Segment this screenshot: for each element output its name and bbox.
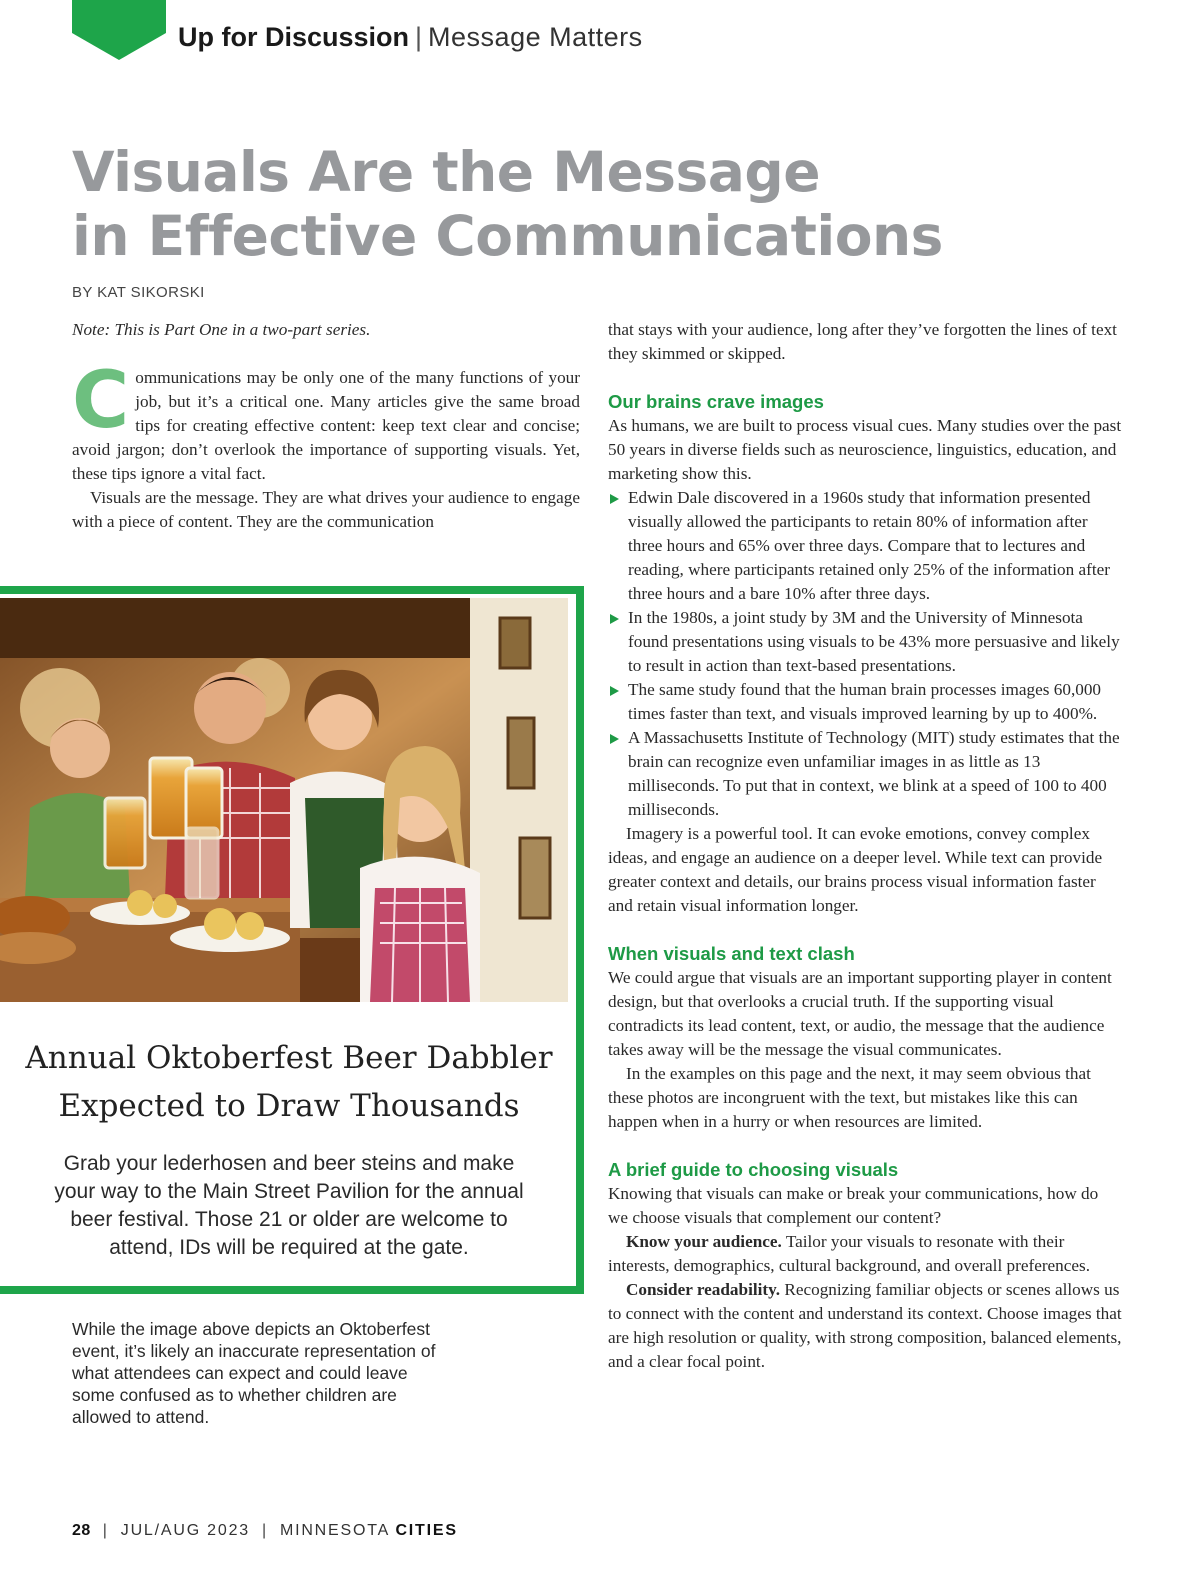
list-item [608,678,1122,726]
subhead-visuals-text-clash: When visuals and text clash [608,943,855,964]
flyer-title-line-1: Annual Oktoberfest Beer Dabbler [25,1040,553,1076]
oktoberfest-illustration [0,598,568,1002]
section2-paragraph-1: We could argue that visuals are an important supporting player in content design, but that overlooks a crucial truth. If the supporting visual contradicts its lead content, text, or audio, the message that the audience takes away will be the message the visual communicates. [608,968,1112,1059]
paragraph-2-start: Visuals are the message. They are what drives your audience to engage with a piece of content. They are the communication [72,488,580,531]
tip-know-audience [608,1230,1122,1278]
title-line-1: Visuals Are the Message [72,140,821,204]
photo-caption: While the image above depicts an Oktoberfest event, it’s likely an inaccurate representation of what attendees can expect and could leave some confused as to whether children are allowed to attend. [72,1319,436,1427]
tip-label: Know your audience. [626,1232,782,1251]
oktoberfest-photo [0,598,568,1002]
section-tab-marker [72,0,166,60]
magazine-name: MINNESOTA [279,1522,396,1539]
tip-readability [608,1278,1122,1374]
section-name: Up for Discussion [178,22,410,52]
subhead-brains-crave-images: Our brains crave images [608,391,824,412]
running-header [178,22,643,53]
footer-separator: | [102,1522,109,1539]
magazine-name-bold: CITIES [395,1522,458,1539]
byline: BY KAT SIKORSKI [72,284,205,301]
section3-paragraph-1: Knowing that visuals can make or break your communications, how do we choose visuals that complement our content? [608,1184,1099,1227]
bullet-text: Edwin Dale discovered in a 1960s study that information presented visually allowed the participants to retain 80% of information after three hours and 65% over three days. Compare that to lectures and reading, where participants retained only 25% of the information after three hours and a bare 10% after three days. [628,488,1111,603]
paragraph-2-continued: that stays with your audience, long after they’ve forgotten the lines of text they skimmed or skipped. [608,320,1117,363]
subhead-brief-guide: A brief guide to choosing visuals [608,1159,899,1180]
tip-text: Tailor your visuals to resonate with their interests, demographics, cultural background, and overall preferences. [608,1232,1091,1275]
right-column [608,318,1122,1374]
example-flyer-box [0,586,584,1294]
page-footer [72,1522,458,1540]
flyer-body-text: Grab your lederhosen and beer steins and make your way to the Main Street Pavilion for the annual beer festival. Those 21 or older are welcome to attend, IDs will be required at the gate. [54,1152,524,1259]
intro-paragraph [72,356,580,486]
flyer-title-line-2: Expected to Draw Thousands [58,1088,520,1124]
flyer-headline [0,1034,578,1130]
bullet-triangle-icon [610,734,619,744]
section2-paragraph-2: In the examples on this page and the next, it may seem obvious that these photos are incongruent with the text, but mistakes like this can happen when in a hurry or when resources are limited. [608,1064,1091,1131]
research-bullet-list [608,486,1122,822]
bullet-text: A Massachusetts Institute of Technology (MIT) study estimates that the brain can recognize even unfamiliar images in as little as 13 milliseconds. To put that in context, we blink at a speed of 100 to 400 milliseconds. [628,728,1120,819]
section1-body: As humans, we are built to process visual cues. Many studies over the past 50 years in diverse fields such as neuroscience, linguistics, education, and marketing show this. [608,416,1122,483]
header-separator: | [415,22,423,52]
list-item [608,606,1122,678]
section1-closing: Imagery is a powerful tool. It can evoke emotions, convey complex ideas, and engage an audience on a deeper level. While text can provide greater context and details, our brains process visual information faster and retain visual information longer. [608,824,1103,915]
article-title [72,140,943,268]
list-item [608,726,1122,822]
subsection-name: Message Matters [428,22,643,52]
title-line-2: in Effective Communications [72,204,943,268]
tip-text: Recognizing familiar objects or scenes allows us to connect with the content and understand its context. Choose images that are high resolution or quality, with strong composition, balanced elements, and a clear focal point. [608,1280,1122,1371]
series-note: Note: This is Part One in a two-part series. [72,320,371,339]
bullet-triangle-icon [610,494,619,504]
bullet-text: In the 1980s, a joint study by 3M and the University of Minnesota found presentations using visuals to be 43% more persuasive and likely to result in action than text-based presentations. [628,608,1120,675]
left-column [72,318,580,534]
drop-cap: C [72,356,130,446]
page-number: 28 [72,1522,91,1539]
bullet-triangle-icon [610,614,619,624]
issue-date: JUL/AUG 2023 [120,1522,250,1539]
bullet-text: The same study found that the human brain processes images 60,000 times faster than text, and visuals improved learning by up to 400%. [628,680,1102,723]
footer-separator: | [261,1522,268,1539]
bullet-triangle-icon [610,686,619,696]
list-item [608,486,1122,606]
tip-label: Consider readability. [626,1280,781,1299]
intro-text: ommunications may be only one of the many functions of your job, but it’s a critical one. Many articles give the same broad tips for creating effective content: keep text clear and concise; avoid jargon; don’t overlook the importance of supporting visuals. Yet, these tips ignore a vital fact. [72,368,580,483]
